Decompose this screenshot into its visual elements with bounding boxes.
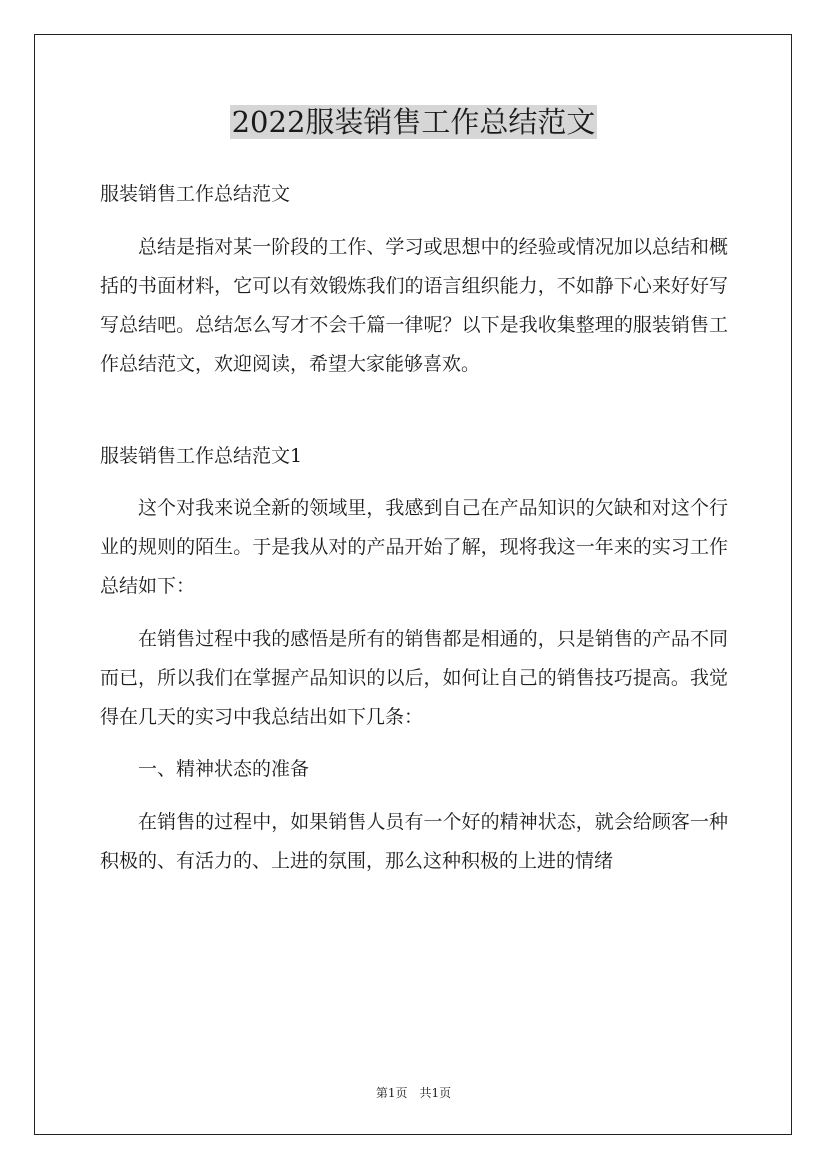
intro-paragraph: 总结是指对某一阶段的工作、学习或思想中的经验或情况加以总结和概括的书面材料，它可以有效锻炼我们的语言组织能力，不如静下心来好好写写总结吧。总结怎么写才不会千篇一律呢？以下是我收集整理的服装销售工作总结范文，欢迎阅读，希望大家能够喜欢。	[100, 235, 728, 375]
document-title	[0, 102, 827, 142]
subsection-heading: 一、精神状态的准备	[138, 758, 310, 780]
body-paragraph: 这个对我来说全新的领域里，我感到自己在产品知识的欠缺和对这个行业的规则的陌生。于是我从对的产品开始了解，现将我这一年来的实习工作总结如下：	[100, 497, 728, 597]
document-body	[100, 175, 728, 894]
body-paragraph: 在销售的过程中，如果销售人员有一个好的精神状态，就会给顾客一种积极的、有活力的、上进的氛围，那么这种积极的上进的情绪	[100, 810, 728, 872]
section-heading: 服装销售工作总结范文1	[100, 444, 303, 467]
document-title-text: 2022服装销售工作总结范文	[231, 105, 596, 139]
page-number-footer: 第1页 共1页	[375, 1086, 452, 1100]
body-paragraph: 在销售过程中我的感悟是所有的销售都是相通的，只是销售的产品不同而已，所以我们在掌握产品知识的以后，如何让自己的销售技巧提高。我觉得在几天的实习中我总结出如下几条：	[100, 627, 728, 728]
section-heading: 服装销售工作总结范文	[100, 183, 291, 205]
